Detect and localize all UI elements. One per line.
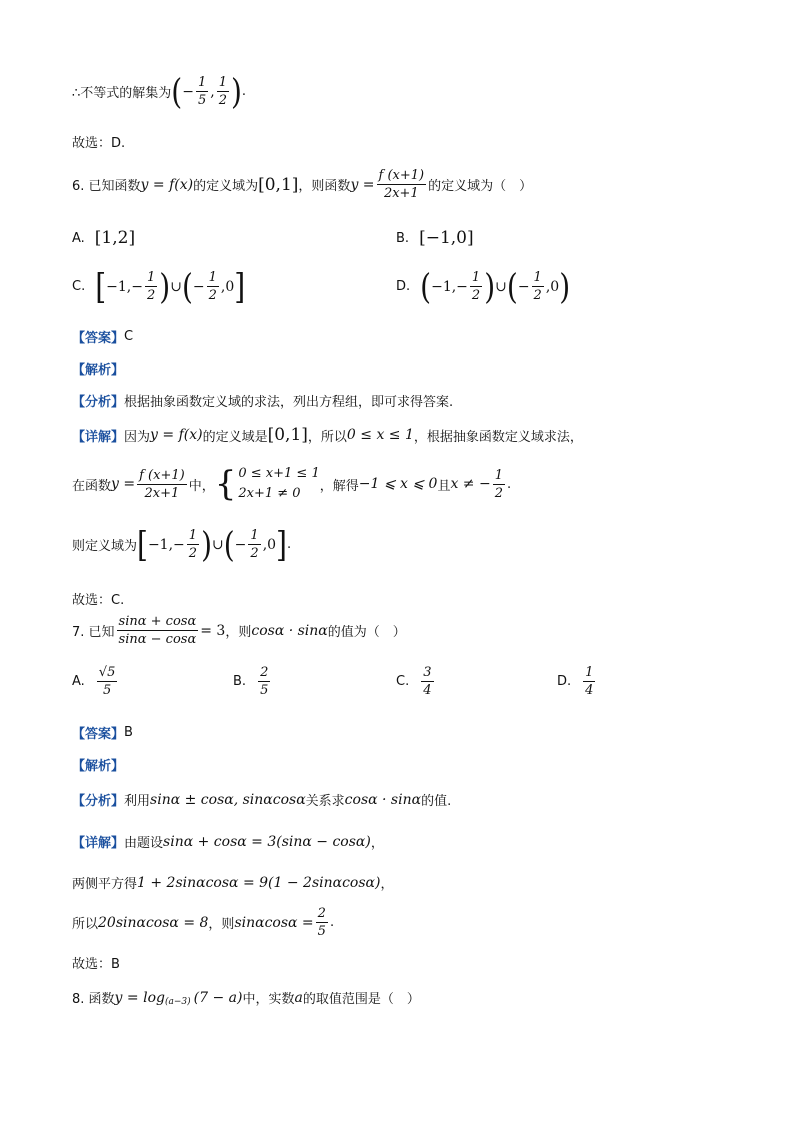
brace: { (214, 464, 237, 504)
fraction: $\frac{1}{2}$ (533, 270, 542, 303)
question-number: 8. 函数 (72, 992, 115, 1007)
method-6 (72, 391, 453, 410)
question-number: 7. 已知 (72, 625, 115, 640)
fraction: $\frac{1}{2}$ (471, 270, 481, 303)
math-expr: [0,1] (267, 425, 308, 445)
analysis-6 (72, 359, 124, 378)
math-expr: sinα ± cosα, sinαcosα (150, 791, 306, 808)
analysis-tag: 【解析】 (72, 759, 125, 774)
fraction (377, 168, 427, 201)
fraction: $\frac{1}{2}$ (188, 528, 198, 561)
equation-system (238, 464, 319, 504)
text: 利用 (124, 794, 151, 809)
fraction (97, 665, 118, 698)
text: 则定义域为 (72, 539, 138, 554)
option-label: D. (557, 674, 572, 689)
text: ，则 (208, 917, 235, 932)
text: 所以 (72, 917, 99, 932)
solution-set-line (72, 70, 247, 112)
question-7 (72, 614, 406, 647)
math-expr: 20sinαcosα = 8 (98, 914, 209, 931)
math-expr: y = f(x) (140, 176, 194, 193)
method-7 (72, 790, 451, 809)
text: 的取值范围是（ ） (302, 992, 420, 1007)
denominator: 2x+1 (383, 186, 419, 201)
question-6 (72, 168, 532, 201)
text: ，则函数 (298, 179, 351, 194)
fraction (137, 468, 187, 501)
math-expr: y = log (114, 989, 165, 1006)
minus-sign: − (182, 83, 194, 100)
denominator: 2x+1 (144, 485, 180, 501)
option-label: C. (396, 674, 410, 689)
text: ，则 (225, 625, 252, 640)
math-expr: 0 ≤ x ≤ 1 (346, 427, 414, 443)
choose-7 (72, 953, 120, 972)
text: 且 (437, 478, 451, 494)
text: 的定义域是 (202, 429, 268, 445)
analysis-7 (72, 755, 124, 774)
equation: 0 ≤ x+1 ≤ 1 (238, 466, 320, 481)
fraction: $\frac{1}{2}$ (494, 467, 503, 501)
detail-6-line2 (72, 464, 511, 504)
denominator: 5 (260, 683, 269, 698)
text: ∴不等式的解集为 (72, 86, 172, 101)
numerator: 1 (218, 75, 227, 90)
text: 由题设 (124, 836, 164, 851)
math-expr: (7 − a) (193, 989, 243, 1006)
fraction (421, 665, 433, 698)
text: 两侧平方得 (72, 877, 138, 892)
question-number: 6. 已知函数 (72, 179, 141, 194)
detail-7-line1 (72, 832, 384, 851)
period: . (241, 84, 247, 99)
option-label: A. (72, 230, 85, 246)
left-paren: ( (171, 70, 183, 112)
option-d (557, 665, 597, 698)
fraction: $\frac{1}{2}$ (250, 528, 259, 561)
fraction (258, 665, 270, 698)
option-c (396, 665, 436, 698)
detail-6-line1 (72, 425, 583, 445)
fraction (316, 906, 328, 939)
text: 的值. (421, 794, 452, 809)
log-base: (a−3) (164, 997, 191, 1007)
answer-value: C (124, 329, 134, 344)
answer-7 (72, 723, 133, 742)
option-label: A. (72, 674, 85, 689)
fraction (117, 614, 199, 647)
right-paren: ) (230, 70, 242, 112)
option-a (72, 665, 119, 698)
answer-value: B (124, 725, 133, 740)
option-label: B. (233, 674, 247, 689)
math-expr: = 3 (200, 622, 226, 639)
math-expr: y = f(x) (150, 427, 203, 443)
detail-7-line3 (72, 906, 334, 939)
answer-tag: 【答案】 (72, 331, 125, 346)
numerator: 1 (585, 665, 594, 680)
denominator: 5 (197, 93, 207, 108)
denominator: 4 (423, 683, 432, 698)
option-label: B. (396, 230, 410, 246)
numerator: f (x+1) (139, 467, 185, 483)
option-d: D. ( −1,− $\frac{1}{2}$ ) ∪ ( − $\frac{1}{2}$ ,0 ) (396, 265, 571, 307)
denominator: sinα − cosα (118, 632, 197, 647)
option-b (233, 665, 272, 698)
fraction (217, 75, 229, 108)
text: 故选：D. (72, 136, 126, 151)
math-expr: cosα · sinα (251, 622, 328, 639)
text: 根据抽象函数定义域的求法，列出方程组，即可求得答案. (124, 395, 454, 410)
math-expr: y = (111, 476, 136, 492)
math-expr: 1 + 2sinαcosα = 9(1 − 2sinαcosα) (137, 874, 381, 891)
fraction: $\frac{1}{2}$ (208, 270, 217, 303)
analysis-tag: 【解析】 (72, 363, 125, 378)
answer-choice-line (72, 132, 125, 151)
period: . (507, 476, 512, 492)
fraction (196, 75, 208, 108)
method-tag: 【分析】 (72, 794, 125, 809)
math-expr: −1 ⩽ x ⩽ 0 (358, 476, 438, 492)
text: 中， (188, 478, 215, 494)
variable: a (294, 989, 303, 1006)
text: 的值为（ ） (327, 625, 406, 640)
text: ，根据抽象函数定义域求法， (413, 429, 583, 445)
text: 的定义域为 (193, 179, 259, 194)
method-tag: 【分析】 (72, 395, 125, 410)
text: ，解得 (319, 478, 359, 494)
comma: , (210, 83, 215, 100)
answer-tag: 【答案】 (72, 727, 125, 742)
numerator: √5 (98, 665, 116, 680)
choose-6 (72, 589, 124, 608)
option-a (72, 228, 135, 248)
math-expr: [0,1] (258, 174, 299, 195)
detail-7-line2 (72, 873, 393, 892)
text: ， (370, 836, 384, 851)
detail-tag: 【详解】 (72, 836, 125, 851)
text: 的定义域为（ ） (428, 179, 533, 194)
text: 中，实数 (242, 992, 295, 1007)
math-expr: sinαcosα = (234, 914, 314, 931)
denominator: 5 (102, 683, 112, 698)
option-value: [1,2] (94, 228, 136, 248)
option-b (396, 228, 474, 248)
text: 故选：B (72, 957, 120, 972)
numerator: 2 (260, 665, 269, 680)
denominator: 4 (585, 683, 594, 698)
numerator: f (x+1) (378, 168, 425, 183)
math-expr: y = (350, 176, 375, 193)
math-expr: cosα · sinα (344, 791, 422, 808)
numerator: 1 (197, 75, 207, 90)
answer-6 (72, 327, 133, 346)
text: 在函数 (72, 478, 112, 494)
text: 因为 (124, 429, 151, 445)
text: ， (380, 877, 394, 892)
numerator: 3 (423, 665, 432, 680)
option-c: C. [ −1,− $\frac{1}{2}$ ) ∪ ( − $\frac{1}{2}$ ,0 ] (72, 265, 246, 307)
question-8 (72, 988, 420, 1007)
fraction (583, 665, 595, 698)
numerator: sinα + cosα (118, 614, 197, 629)
fraction: $\frac{1}{2}$ (146, 270, 156, 303)
text: ，所以 (307, 429, 347, 445)
equation: 2x+1 ≠ 0 (238, 486, 301, 501)
math-expr: sinα + cosα = 3(sinα − cosα) (163, 833, 371, 850)
period: . (329, 915, 335, 930)
option-label: D. (396, 279, 411, 294)
text: 关系求 (305, 794, 345, 809)
option-label: C. (72, 279, 86, 294)
denominator: 2 (218, 93, 227, 108)
detail-tag: 【详解】 (72, 429, 125, 445)
detail-6-line3: 则定义域为 [ −1,− $\frac{1}{2}$ ) ∪ ( − $\frac{1}{2}$ ,0 ] . (72, 523, 292, 565)
option-value: [−1,0] (419, 228, 474, 248)
numerator: 2 (317, 906, 326, 921)
period: . (286, 537, 292, 552)
math-expr: x ≠ − (450, 476, 491, 492)
denominator: 5 (317, 924, 326, 939)
text: 故选：C. (72, 593, 125, 608)
